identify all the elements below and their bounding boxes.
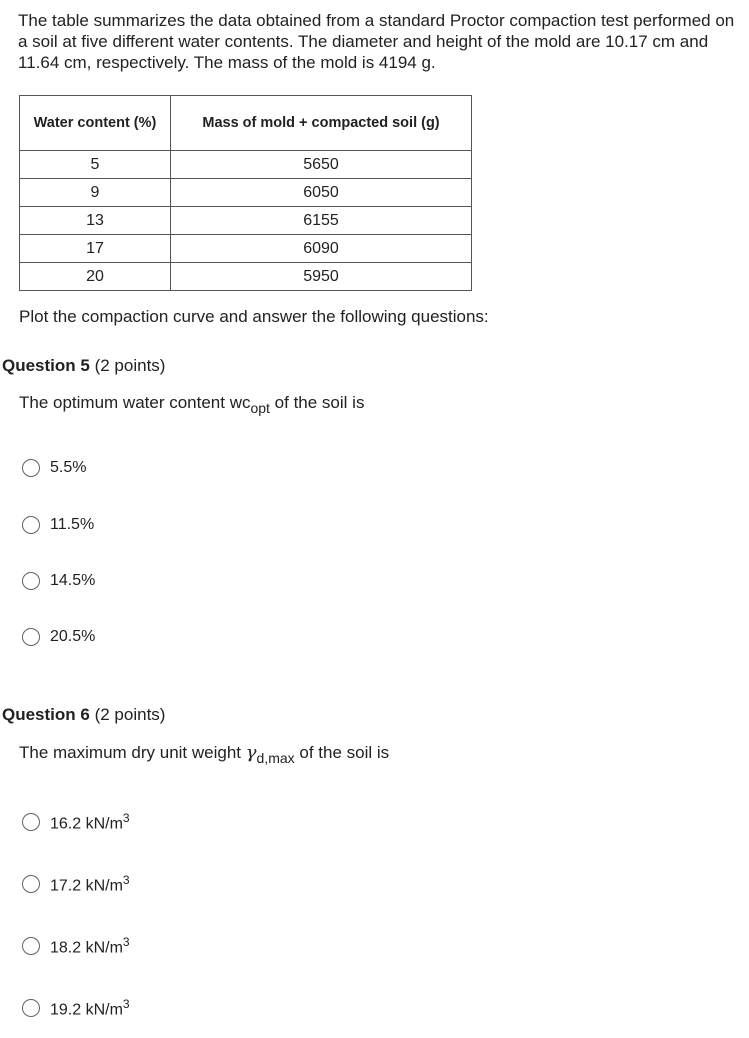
option-value: 18.2 kN/m (50, 939, 123, 957)
question-6-prompt-text: The maximum dry unit weight (19, 743, 246, 762)
option-label (50, 935, 130, 957)
option-label: 14.5% (50, 572, 96, 589)
question-6-option-d[interactable] (22, 997, 130, 1019)
problem-description: The table summarizes the data obtained from a standard Proctor compaction test performed on a soil at five different water contents. The diameter and height of the mold are 10.17 cm and 11.64 cm, respectively. The mass of the mold is 4194 g. (18, 11, 735, 72)
radio-button[interactable] (22, 516, 40, 534)
question-5-option-c[interactable] (22, 572, 95, 590)
table-row (20, 235, 472, 263)
mass-cell: 6050 (171, 179, 472, 207)
question-6-option-a[interactable] (22, 811, 130, 833)
compaction-data-table (19, 95, 472, 291)
option-exponent: 3 (122, 811, 130, 825)
option-value: 17.2 kN/m (50, 877, 123, 895)
column-header-mass: Mass of mold + compacted soil (g) (171, 96, 472, 151)
radio-button[interactable] (22, 999, 40, 1017)
radio-button[interactable] (22, 813, 40, 831)
mass-cell: 5650 (171, 151, 472, 179)
question-5-prompt-suffix: of the soil is (269, 393, 365, 412)
option-label: 11.5% (50, 516, 95, 533)
radio-button[interactable] (22, 937, 40, 955)
radio-button[interactable] (22, 459, 40, 477)
radio-button[interactable] (22, 628, 40, 646)
option-exponent: 3 (122, 997, 130, 1011)
option-label: 5.5% (50, 459, 87, 476)
table-row (20, 179, 472, 207)
option-label (50, 811, 130, 833)
water-content-cell: 5 (20, 151, 171, 179)
mass-cell: 5950 (171, 263, 472, 291)
question-5-header (2, 356, 165, 376)
option-label: 20.5% (50, 628, 96, 645)
table-row (20, 263, 472, 291)
question-5-option-b[interactable] (22, 516, 94, 534)
mass-cell: 6090 (171, 235, 472, 263)
option-value: 16.2 kN/m (50, 815, 123, 833)
water-content-cell: 20 (20, 263, 171, 291)
question-5-prompt-subscript: opt (250, 400, 270, 416)
table-row (20, 151, 472, 179)
radio-button[interactable] (22, 875, 40, 893)
question-6-prompt (19, 742, 389, 766)
water-content-cell: 13 (20, 207, 171, 235)
option-label (50, 997, 130, 1019)
question-6-prompt-suffix: of the soil is (294, 743, 390, 762)
mass-cell: 6155 (171, 207, 472, 235)
option-label (50, 873, 130, 895)
radio-button[interactable] (22, 572, 40, 590)
water-content-cell: 9 (20, 179, 171, 207)
water-content-cell: 17 (20, 235, 171, 263)
question-6-option-c[interactable] (22, 935, 130, 957)
option-exponent: 3 (122, 935, 130, 949)
question-6-prompt-subscript: d,max (256, 750, 295, 766)
question-6-points: (2 points) (94, 705, 166, 724)
question-6-prompt-symbol: γ (245, 742, 257, 763)
column-header-water-content: Water content (%) (20, 96, 171, 151)
question-6-title: Question 6 (2, 705, 90, 724)
option-exponent: 3 (122, 873, 130, 887)
table-row (20, 207, 472, 235)
question-5-prompt-text: The optimum water content wc (19, 393, 251, 412)
question-5-points: (2 points) (94, 356, 166, 375)
question-5-prompt (19, 393, 364, 416)
table-header-row (20, 96, 472, 151)
question-5-option-a[interactable] (22, 459, 86, 477)
option-value: 19.2 kN/m (50, 1001, 123, 1019)
question-5-title: Question 5 (2, 356, 90, 375)
question-6-header (2, 705, 165, 725)
question-5-option-d[interactable] (22, 628, 95, 646)
instruction-text: Plot the compaction curve and answer the following questions: (19, 307, 489, 326)
question-6-option-b[interactable] (22, 873, 130, 895)
